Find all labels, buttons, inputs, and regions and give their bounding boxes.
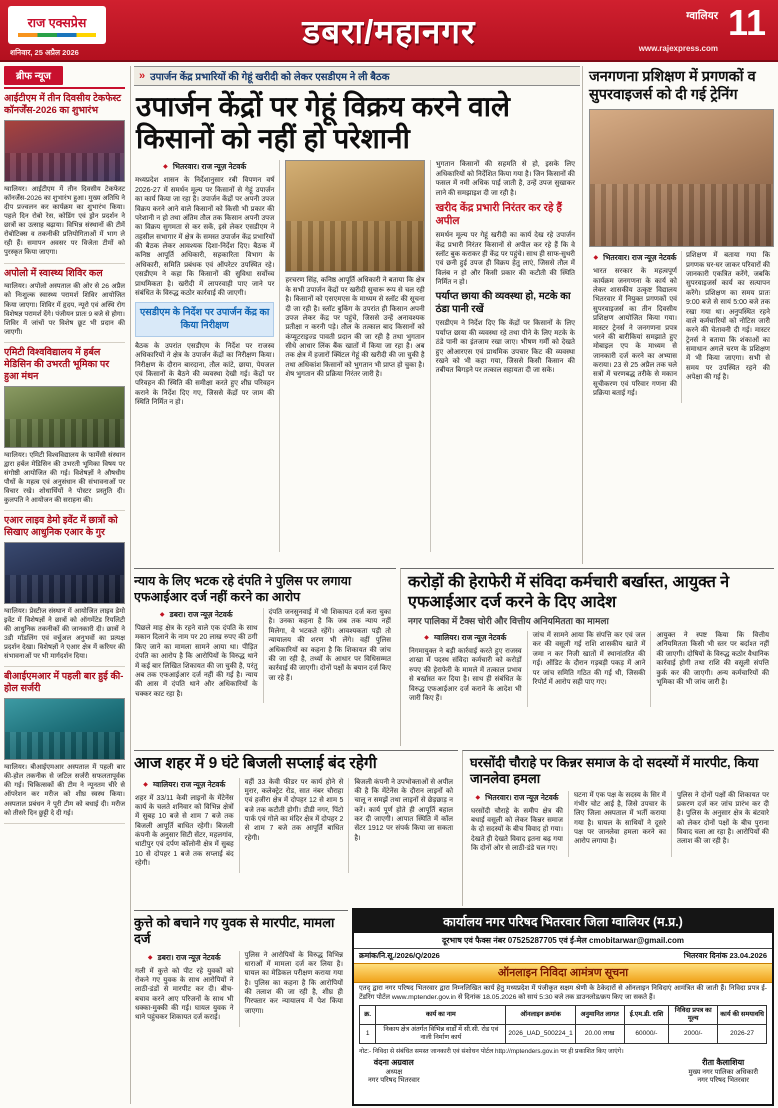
kinnar-paragraph: घरसोंदी चौराहे के समीप क्षेत्र की बधाई वसूली को लेकर किन्नर समाज के दो सदस्यों के बीच विवाद हो गया। देखते ही देखते विवाद इतना बढ़ गया कि दोनों ओर से लाठी-डंडे चल गए।	[471, 807, 563, 852]
kinnar-body	[470, 791, 774, 858]
signatory-org: नगर परिषद भितरवार	[697, 1077, 749, 1085]
brief-item-amity	[4, 347, 125, 511]
lead-crosshead-shade: पर्याप्त छाया की व्यवस्था हो, मटके का ठंडा पानी रखें	[435, 291, 571, 315]
kinnar-paragraph: घटना में एक पक्ष के सदस्य के सिर में गंभीर चोट आई है, जिसे उपचार के लिए जिला अस्पताल में भर्ती कराया गया है। घायल के साथियों ने दूसरे पक्ष पर जानलेवा हमला करने का आरोप लगाया है।	[574, 791, 666, 846]
table-header-cell: कार्य का नाम	[376, 1005, 506, 1024]
fir-col-1	[134, 608, 263, 703]
table-header-cell: निविदा प्रपत्र का मूल्य	[669, 1005, 718, 1024]
lead-paragraph: भुगतान किसानों की सहमति से हो, इसके लिए अधिकारियों को निर्देशित किया गया है। जिन किसानों की फसल में नमी अधिक पाई जाती है, उन्हें उपज सुखाकर लाने की समझाइश दी जा रही है।	[435, 161, 575, 197]
byline	[135, 953, 234, 963]
lead-paragraph: मध्यप्रदेश शासन के निर्देशानुसार रबी विपणन वर्ष 2026-27 में समर्थन मूल्य पर किसानों से गेहूं उपार्जन का कार्य किया जा रहा है। उपार्जन केंद्रों पर अपनी उपज विक्रय करने आने वाले किसानों को किसी भी प्रकार की परेशानी न हो तथा अंतिम तौल तक किसान अपनी उपज का विक्रय सुगमता से कर सकें, इसे लेकर एसडीएम ने तहसील सभागार में क्षेत्र के समस्त उपार्जन केंद्र प्रभारियों की बैठक लेकर आवश्यक दिशा-निर्देश दिए। बैठक में कनिष्ठ आपूर्ति अधिकारी, सहकारिता विभाग के अधिकारी, समिति प्रबंधक एवं ऑपरेटर उपस्थित रहे। एसडीएम ने कहा कि किसानों की सुविधा सर्वोच्च प्राथमिकता है। खरीदी में लापरवाही पाए जाने पर संबंधित के विरुद्ध कठोर कार्रवाई की जाएगी।	[135, 177, 275, 297]
census-paragraph: भारत सरकार के महत्वपूर्ण कार्यक्रम जनगणना के कार्य को लेकर शासकीय उत्कृष्ट विद्यालय भितरवार में नियुक्त प्रगणकों एवं सुपरवाइजर्स का तीन दिवसीय प्रशिक्षण आयोजित किया गया। मास्टर ट्रेनर्स ने जनगणना प्रपत्र भरने की बारीकियां समझाते हुए मोबाइल एप के माध्यम से जानकारी दर्ज करने का अभ्यास कराया। 23 से 25 अप्रैल तक चले सत्रों में चरणबद्ध तरीके से मकान सूचीकरण एवं परिवार गणना की प्रक्रिया बताई गई।	[593, 268, 677, 398]
dog-paragraph: गली में कुत्ते को पीट रहे युवकों को रोकने गए युवक के साथ आरोपियों ने लाठी-डंडों से मारपीट कर दी। बीच-बचाव करने आए परिजनों के साथ भी धक्का-मुक्की की गई। घायल युवक ने थाने पहुंचकर शिकायत दर्ज कराई।	[135, 967, 234, 1022]
lead-paragraph: समर्थन मूल्य पर गेहूं खरीदी का कार्य देख रहे उपार्जन केंद्र प्रभारी निरंतर किसानों से अपील कर रहे हैं कि वे स्लॉट बुक कराकर ही केंद्र पर पहुंचे। साथ ही साफ-सुथरी एवं छनी हुई उपज ही विक्रय हेतु लाएं, जिससे तौल में विलंब न हो और किसी प्रकार की कटौती की स्थिति निर्मित न हो।	[435, 232, 575, 286]
table-header-cell: क्र.	[360, 1005, 376, 1024]
edition-date: शनिवार, 25 अप्रैल 2026	[10, 48, 79, 57]
byline-text: भितरवार। राज न्यूज़ नेटवर्क	[603, 253, 677, 263]
brand-name: राज एक्सप्रेस	[27, 15, 87, 30]
byline-text: ग्वालियर। राज न्यूज़ नेटवर्क	[434, 633, 507, 643]
lead-headline: उपार्जन केंद्रों पर गेहूं विक्रय करने वाले किसानों को नहीं हो परेशानी	[136, 91, 510, 155]
census-col-2	[681, 251, 774, 402]
table-cell: 2000/-	[669, 1024, 718, 1043]
fraud-paragraph: जांच में सामने आया कि संपत्ति कर एवं जल कर की वसूली गई राशि शासकीय खाते में जमा न कर निजी खातों में स्थानांतरित की गई। ऑडिट के दौरान गड़बड़ी पकड़ में आने पर जांच समिति गठित की गई थी, जिसकी रिपोर्ट में आरोप सही पाए गए।	[532, 632, 646, 686]
tender-contact: दूरभाष एवं फैक्स नंबर 07525287705 एवं ई-मेल cmobitarwar@gmail.com	[354, 933, 772, 949]
byline	[135, 780, 234, 790]
ar-event-photo	[4, 542, 125, 604]
brief-body: ग्वालियर। आईटीएम में तीन दिवसीय टेकफेस्ट कॉनर्जेंस-2026 का शुभारंभ हुआ। मुख्य अतिथि ने दीप प्रज्वलन कर कार्यक्रम का शुभारंभ किया। पहले दिन रोबो रेस, कोडिंग एवं ड्रोन प्रदर्शन ने छात्रों का उत्साह बढ़ाया। विभिन्न संस्थानों की टीमें रोबोटिक्स व तकनीकी प्रतियोगिताओं में भाग ले रही हैं। समापन अवसर पर विजेता टीमों को पुरस्कृत किया जाएगा।	[4, 185, 125, 257]
fraud-col-3	[650, 631, 774, 707]
census-training-photo	[589, 109, 774, 247]
byline	[135, 610, 258, 620]
signatory-org: नगर परिषद भितरवार	[368, 1077, 420, 1085]
fraud-headline: करोड़ों की हेराफेरी में संविदा कर्मचारी बर्खास्त, आयुक्त ने एफआईआर दर्ज करने के दिए आदेश	[408, 574, 730, 611]
brief-headline: अपोलो में स्वास्थ्य शिविर कल	[4, 267, 103, 279]
byline-diamond-icon: ◆	[159, 612, 165, 618]
power-headline: आज शहर में 9 घंटे बिजली सप्लाई बंद रहेगी	[134, 755, 377, 772]
tender-notice-ad	[352, 908, 774, 1106]
table-cell: 60000/-	[624, 1024, 669, 1043]
byline	[593, 253, 677, 263]
lead-kicker-text: उपार्जन केंद्र प्रभारियों की गेहूं खरीदी को लेकर एसडीएम ने ली बैठक	[150, 72, 390, 83]
byline-diamond-icon: ◆	[475, 794, 481, 801]
page-number: 11	[727, 2, 766, 43]
edition-name: ग्वालियर	[686, 10, 718, 22]
brief-item-surgery	[4, 671, 125, 823]
lead-col-3	[430, 160, 580, 552]
byline	[135, 162, 274, 172]
lead-col-1	[134, 160, 279, 552]
tender-ref-no: क्रमांक/नि.सू./2026/Q/2026	[359, 951, 440, 960]
signatory-name: रीता कैलाशिया	[702, 1058, 745, 1068]
signatory-name: वंदना अग्रवाल	[373, 1058, 414, 1068]
fraud-deck: नगर पालिका में टैक्स चोरी और वित्तीय अनियमितता का मामला	[408, 616, 609, 627]
fir-story	[134, 568, 396, 746]
signatory-role: अध्यक्ष	[385, 1068, 403, 1076]
power-paragraph: शहर में 33/11 केवी लाइनों के मेंटेनेंस कार्य के चलते शनिवार को विभिन्न क्षेत्रों में सुबह 10 बजे से शाम 7 बजे तक बिजली आपूर्ति बाधित रहेगी। बिजली कंपनी के अनुसार सिटी सेंटर, महलगांव, थाटीपुर एवं दर्पण कॉलोनी क्षेत्र में सुबह 10 से दोपहर 1 बजे तक सप्लाई बंद रहेगी।	[135, 794, 234, 868]
power-paragraph: बिजली कंपनी ने उपभोक्ताओं से अपील की है कि मेंटेनेंस के दौरान लाइनों को चालू न समझें तथा लाइनों से छेड़छाड़ न करें। कार्य पूर्ण होते ही आपूर्ति बहाल कर दी जाएगी। आपात स्थिति में कॉल सेंटर 1912 पर संपर्क किया जा सकता है।	[354, 778, 454, 842]
dog-rescue-story	[134, 910, 348, 1104]
brief-headline: एआर लाइव डेमो इवेंट में छात्रों को सिखाए आधुनिक एआर के गुर	[4, 515, 118, 538]
tender-signatures	[354, 1055, 772, 1088]
tender-table-row	[360, 1024, 767, 1043]
kinnar-col-3	[671, 791, 774, 858]
tender-place-date: भितरवार दिनांक 23.04.2026	[683, 951, 767, 960]
brief-item-ar-event	[4, 515, 125, 667]
fir-headline: न्याय के लिए भटक रहे दंपति ने पुलिस पर लगाया एफआईआर दर्ज नहीं करने का आरोप	[134, 574, 352, 604]
table-header-cell: अनुमानित लागत	[575, 1005, 624, 1024]
kinnar-col-1	[470, 791, 568, 858]
lead-col-2	[279, 160, 429, 552]
byline-diamond-icon: ◆	[593, 255, 599, 262]
lead-story	[134, 66, 580, 564]
brief-headline: बीआईएमआर में पहली बार हुई की-होल सर्जरी	[4, 671, 124, 695]
kicker-arrow-icon: »	[139, 70, 146, 82]
brief-item-techfest	[4, 93, 125, 264]
byline-text: डबरा। राज न्यूज़ नेटवर्क	[157, 952, 221, 962]
census-paragraph: प्रशिक्षण में बताया गया कि प्रगणक घर-घर जाकर परिवारों की जानकारी एकत्रित करेंगे, जबकि सुपरवाइजर्स कार्य का सत्यापन करेंगे। प्रशिक्षण का समय प्रातः 9:00 बजे से सायं 5:00 बजे तक रखा गया था। अनुपस्थित रहने वाले कर्मचारियों को नोटिस जारी करने की चेतावनी दी गई। मास्टर ट्रेनर्स ने बताया कि शंकाओं का समाधान अगले चरण के प्रशिक्षण में भी किया जाएगा। सभी से समय पर उपस्थित रहने की अपेक्षा की गई है।	[686, 252, 770, 382]
kinnar-headline: घरसोंदी चौराहे पर किन्नर समाज के दो सदस्यों में मारपीट, किया जानलेवा हमला	[470, 755, 759, 787]
masthead	[0, 0, 778, 62]
brief-news-label: ब्रीफ न्यूज	[4, 66, 63, 85]
procurement-centre-photo	[285, 160, 424, 272]
power-col-1	[134, 778, 239, 873]
byline-diamond-icon: ◆	[147, 954, 153, 961]
tender-note: नोट:- निविदा से संबंधित समस्त जानकारी एवं संशोधन पोर्टल http://mptenders.gov.in पर ही प्रकाशित किए जाएंगे।	[359, 1048, 624, 1056]
dog-headline: कुत्ते को बचाने गए युवक से मारपीट, मामला दर्ज	[134, 915, 335, 947]
power-paragraph: वहीं 33 केवी फीडर पर कार्य होने से मुरार, कलेक्ट्रेट रोड, सात नंबर चौराहा एवं हजीरा क्षेत्र में दोपहर 12 से शाम 5 बजे तक कटौती होगी। डीडी नगर, पिंटो पार्क एवं गोले का मंदिर क्षेत्र में दोपहर 2 से शाम 7 बजे तक आपूर्ति बाधित रहेगी।	[244, 778, 344, 842]
tender-table-header-row	[360, 1005, 767, 1024]
kinnar-col-2	[568, 791, 671, 858]
fraud-paragraph: आयुक्त ने स्पष्ट किया कि वित्तीय अनियमितता किसी भी स्तर पर बर्दाश्त नहीं की जाएगी। दोषियों के विरुद्ध कठोर वैधानिक कार्रवाई होगी तथा राशि की वसूली संपत्ति कुर्क कर की जाएगी। अन्य कर्मचारियों की भूमिका की भी जांच जारी है।	[656, 632, 770, 686]
table-cell: 20.00 लाख	[575, 1024, 624, 1043]
power-cut-story	[134, 750, 458, 906]
lead-crosshead-appeal: खरीद केंद्र प्रभारी निरंतर कर रहे हैं अपील	[435, 201, 562, 227]
table-header-cell: ऑनलाइन क्रमांक	[506, 1005, 575, 1024]
signature-left	[368, 1058, 420, 1086]
brief-news-sidebar	[4, 66, 131, 1104]
census-headline: जनगणना प्रशिक्षण में प्रगणकों व सुपरवाइजर्स को दी गई ट्रेनिंग	[589, 69, 756, 104]
techfest-photo	[4, 120, 125, 182]
census-col-1	[589, 251, 681, 402]
signatory-role: मुख्य नगर पालिका अधिकारी	[688, 1068, 758, 1076]
dog-body	[134, 951, 348, 1027]
brief-body: ग्वालियर। अपोलो अस्पताल की ओर से 26 अप्रैल को निःशुल्क स्वास्थ्य परामर्श शिविर आयोजित किया जाएगा। शिविर में हृदय, न्यूरो एवं अस्थि रोग विशेषज्ञ परामर्श देंगे। पंजीयन प्रातः 9 बजे से होगा। शिविर में जांचों पर विशेष छूट भी प्रदान की जाएगी।	[4, 283, 125, 336]
brief-body: ग्वालियर। बीआईएमआर अस्पताल में पहली बार की-होल तकनीक से जटिल सर्जरी सफलतापूर्वक की गई। चिकित्सकों की टीम ने न्यूनतम चीरे से ऑपरेशन कर मरीज को शीघ्र स्वस्थ किया। अस्पताल प्रबंधन ने पूरी टीम को बधाई दी। मरीज को तीसरे दिन छुट्टी दे दी गई।	[4, 764, 125, 817]
power-body	[134, 778, 458, 873]
kinnar-clash-story	[462, 750, 774, 906]
dog-col-2	[239, 951, 349, 1027]
surgery-photo	[4, 698, 125, 760]
power-col-3	[348, 778, 458, 873]
table-cell: 1	[360, 1024, 376, 1043]
table-cell: निकाय क्षेत्र अंतर्गत विभिन्न वार्डों में सी.सी. रोड एवं नाली निर्माण कार्य	[376, 1024, 506, 1043]
lead-paragraph: बैठक के उपरांत एसडीएम के निर्देश पर राजस्व अधिकारियों ने क्षेत्र के उपार्जन केंद्रों का निरीक्षण किया। निरीक्षण के दौरान बारदाना, तौल कांटे, छाया, पेयजल एवं किसानों के बैठने की व्यवस्था देखी गई। केंद्रों पर परिवहन की स्थिति की समीक्षा करते हुए शीघ्र परिवहन कराने के निर्देश दिए गए, जिससे केंद्रों पर जाम की स्थिति निर्मित न हो।	[135, 342, 275, 407]
fraud-paragraph: निगमायुक्त ने बड़ी कार्रवाई करते हुए राजस्व शाखा में पदस्थ संविदा कर्मचारी को करोड़ों रुपए की हेराफेरी के मामले में तत्काल प्रभाव से बर्खास्त कर दिया है। साथ ही संबंधित के विरुद्ध एफआईआर दर्ज कराने के आदेश भी जारी किए हैं।	[409, 648, 522, 702]
byline-diamond-icon: ◆	[163, 164, 168, 171]
fraud-body	[408, 631, 774, 707]
kinnar-paragraph: पुलिस ने दोनों पक्षों की शिकायत पर प्रकरण दर्ज कर जांच प्रारंभ कर दी है। पुलिस के अनुसार क्षेत्र के बंटवारे को लेकर दोनों पक्षों के बीच पुराना विवाद चला आ रहा है। आरोपियों की तलाश की जा रही है।	[677, 791, 769, 846]
byline-text: डबरा। राज न्यूज़ नेटवर्क	[169, 610, 233, 619]
tender-office-title: कार्यालय नगर परिषद भितरवार जिला ग्वालियर (म.प्र.)	[354, 910, 772, 933]
brief-item-apollo	[4, 268, 125, 343]
table-header-cell: कार्य की समयावधि	[718, 1005, 767, 1024]
census-story	[582, 66, 774, 564]
byline-diamond-icon: ◆	[424, 635, 429, 642]
tender-ref-row	[354, 949, 772, 963]
byline-diamond-icon: ◆	[143, 781, 148, 788]
fraud-story	[400, 568, 774, 746]
fir-body	[134, 608, 396, 703]
tender-intro: एतद् द्वारा नगर परिषद भितरवार द्वारा निम्नलिखित कार्य हेतु मध्यप्रदेश में पंजीकृत सक्षम श्रेणी के ठेकेदारों से ऑनलाइन निविदाएं आमंत्रित की जाती हैं। निविदा प्रपत्र ई-टेंडरिंग पोर्टल www.mptender.gov.in से दिनांक 18.05.2026 को सायं 5:30 बजे तक डाउनलोड/क्रय किए जा सकते हैं।	[359, 985, 767, 1001]
byline-text: भितरवार। राज न्यूज़ नेटवर्क	[485, 792, 559, 802]
census-body	[589, 251, 774, 402]
fraud-col-1	[408, 631, 527, 707]
fir-col-2	[263, 608, 397, 703]
brief-headline: एमिटी विश्वविद्यालय में हर्बल मेडिसिन की उभरती भूमिका पर हुआ मंथन	[4, 346, 110, 382]
lead-paragraph: एसडीएम ने निर्देश दिए कि केंद्रों पर किसानों के लिए पर्याप्त छाया की व्यवस्था रहे तथा पीने के लिए मटके के ठंडे पानी का इंतजाम रखा जाए। भीषण गर्मी को देखते हुए ओआरएस एवं प्राथमिक उपचार किट की व्यवस्था रखने को भी कहा गया, जिससे किसी किसान की तबीयत बिगड़ने पर तत्काल सहायता दी जा सके।	[435, 320, 575, 375]
tender-notice-title: ऑनलाइन निविदा आमंत्रण सूचना	[354, 963, 772, 983]
fir-paragraph: दंपति जनसुनवाई में भी शिकायत दर्ज करा चुका है। उनका कहना है कि जब तक न्याय नहीं मिलेगा, वे भटकते रहेंगे। आवश्यकता पड़ी तो न्यायालय की शरण भी लेंगे। वहीं पुलिस अधिकारियों का कहना है कि शिकायत की जांच की जा रही है, तथ्यों के आधार पर विधिसम्मत कार्रवाई की जाएगी। दोनों पक्षों के बयान दर्ज किए जा रहे हैं।	[268, 609, 391, 682]
lead-kicker	[134, 66, 580, 86]
table-header-cell: ई.एम.डी. राशि	[624, 1005, 669, 1024]
power-col-2	[239, 778, 349, 873]
brief-headline: आईटीएम में तीन दिवसीय टेकफेस्ट कॉनर्जेंस-2026 का शुभारंभ	[4, 93, 122, 116]
tender-table	[359, 1005, 767, 1045]
lead-highlight-box: एसडीएम के निर्देश पर उपार्जन केंद्र का किया निरीक्षण	[135, 302, 274, 337]
brief-body: ग्वालियर। एमिटी विश्वविद्यालय के फार्मेसी संस्थान द्वारा हर्बल मेडिसिन की उभरती भूमिका विषय पर संगोष्ठी आयोजित की गई। विशेषज्ञों ने औषधीय पौधों के महत्व एवं अनुसंधान की संभावनाओं पर विचार रखे। शोधार्थियों ने पोस्टर प्रस्तुति दी। कुलपति ने आयोजन की सराहना की।	[4, 451, 125, 505]
table-cell: 2026_UAD_500224_1	[506, 1024, 575, 1043]
section-title: डबरा/महानगर	[302, 13, 476, 50]
byline	[471, 793, 563, 803]
byline-text: भितरवार। राज न्यूज़ नेटवर्क	[172, 162, 247, 172]
fir-paragraph: पिछले माह क्षेत्र के रहने वाले एक दंपति के साथ मकान दिलाने के नाम पर 20 लाख रुपए की ठगी किए जाने का मामला सामने आया था। पीड़ित दंपति का आरोप है कि आरोपियों के विरुद्ध थाने में कई बार लिखित शिकायत की जा चुकी है, परंतु अब तक एफआईआर दर्ज नहीं की गई है। न्याय की आस में दंपति थाने और अधिकारियों के चक्कर काट रहा है।	[135, 625, 258, 698]
website-url: www.rajexpress.com	[638, 44, 718, 53]
signature-right	[688, 1058, 758, 1086]
dog-paragraph: पुलिस ने आरोपियों के विरुद्ध विभिन्न धाराओं में मामला दर्ज कर लिया है। घायल का मेडिकल परीक्षण कराया गया है। पुलिस का कहना है कि आरोपियों की तलाश की जा रही है, शीघ्र ही गिरफ्तार कर न्यायालय में पेश किया जाएगा।	[244, 951, 343, 1015]
byline	[409, 633, 522, 643]
fraud-col-2	[527, 631, 651, 707]
byline-text: ग्वालियर। राज न्यूज़ नेटवर्क	[153, 779, 226, 789]
lead-paragraph: हरचरण सिंह, कनिष्ठ आपूर्ति अधिकारी ने बताया कि क्षेत्र के सभी उपार्जन केंद्रों पर खरीदी सुचारू रूप से चल रही है। किसानों को एसएमएस के माध्यम से स्लॉट की सूचना दी जा रही है। स्लॉट बुकिंग के उपरांत ही किसान अपनी उपज लेकर केंद्र पर पहुंचे, जिससे उन्हें अनावश्यक प्रतीक्षा न करनी पड़े। तौल के तत्काल बाद किसानों को कंप्यूटराइज्ड पावती प्रदान की जा रही है तथा भुगतान सीधे आधार लिंक बैंक खातों में किया जा रहा है। अब तक क्षेत्र में हजारों क्विंटल गेहूं की खरीदी की जा चुकी है तथा अधिकांश किसानों को भुगतान भी प्राप्त हो चुका है। शेष भुगतान की प्रक्रिया निरंतर जारी है।	[285, 277, 425, 379]
lead-body	[134, 160, 580, 552]
dog-col-1	[134, 951, 239, 1027]
table-cell: 2026-27	[718, 1024, 767, 1043]
brief-rule	[4, 87, 125, 89]
amity-seminar-photo	[4, 386, 125, 448]
brief-body: ग्वालियर। प्रेस्टीज संस्थान में आयोजित लाइव डेमो इवेंट में विशेषज्ञों ने छात्रों को ऑगमेंटेड रियलिटी की आधुनिक तकनीकों की जानकारी दी। छात्रों ने 3डी मॉडलिंग एवं वर्चुअल अनुभवों का प्रत्यक्ष प्रदर्शन देखा। विशेषज्ञों ने एआर क्षेत्र में करियर की संभावनाओं पर भी मार्गदर्शन दिया।	[4, 607, 125, 661]
